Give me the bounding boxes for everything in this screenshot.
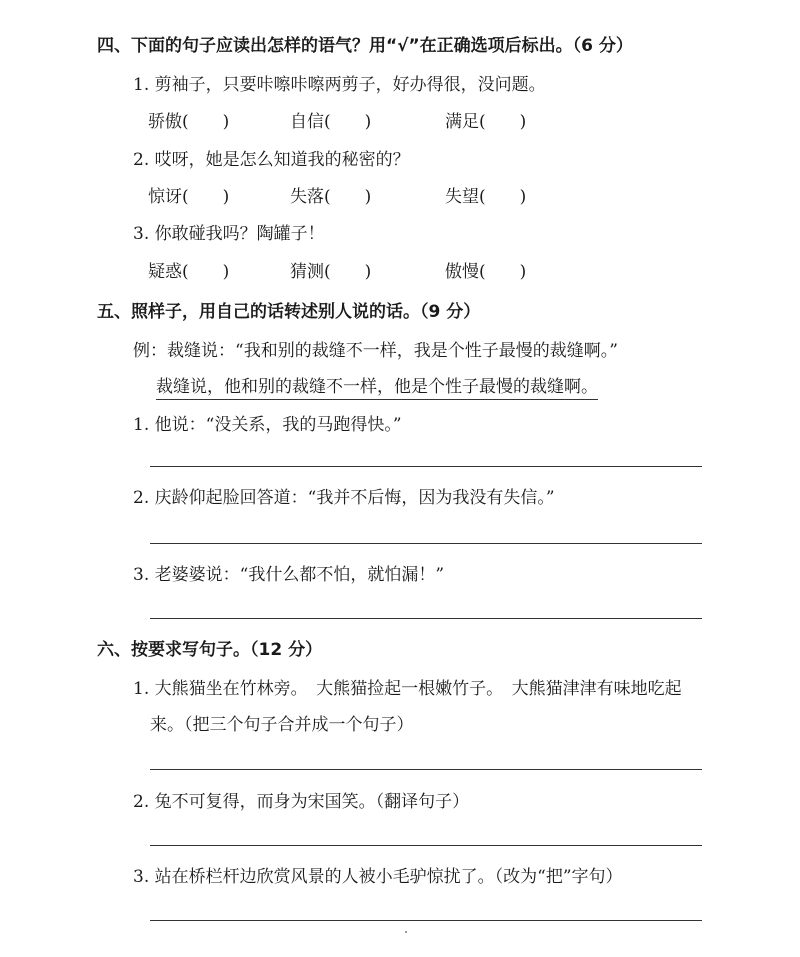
s4-q1-option-1[interactable]: 骄傲( ): [148, 112, 230, 132]
s6-question-3: 3. 站在桥栏杆边欣赏风景的人被小毛驴惊扰了。（改为“把”字句）: [133, 867, 623, 887]
s6-answer-line-1[interactable]: [150, 769, 702, 770]
s4-q3-option-1[interactable]: 疑惑( ): [148, 262, 230, 282]
section-6-title: 六、按要求写句子。（12 分）: [97, 640, 323, 660]
s6-answer-line-3[interactable]: [150, 920, 702, 921]
s5-question-1: 1. 他说：“没关系，我的马跑得快。”: [133, 415, 402, 435]
s5-question-3: 3. 老婆婆说：“我什么都不怕，就怕漏！”: [133, 565, 445, 585]
s5-answer-line-1[interactable]: [150, 466, 702, 467]
s4-question-2: 2. 哎呀，她是怎么知道我的秘密的？: [133, 150, 410, 170]
s5-answer-line-2[interactable]: [150, 543, 702, 544]
s5-example-answer: 裁缝说，他和别的裁缝不一样，他是个性子最慢的裁缝啊。: [156, 377, 598, 400]
s5-answer-line-3[interactable]: [150, 618, 702, 619]
s5-example-answer-wrap: [156, 376, 598, 398]
scan-dot: [405, 931, 407, 933]
s4-question-3: 3. 你敢碰我吗？陶罐子！: [133, 224, 325, 244]
s4-q1-option-3[interactable]: 满足( ): [445, 112, 527, 132]
s4-q3-option-2[interactable]: 猜测( ): [290, 262, 372, 282]
s4-q2-option-1[interactable]: 惊讶( ): [148, 187, 230, 207]
s6-question-1-line-2: 来。（把三个句子合并成一个句子）: [150, 715, 414, 735]
s6-question-1-line-1: 1. 大熊猫坐在竹林旁。 大熊猫捡起一根嫩竹子。 大熊猫津津有味地吃起: [133, 679, 682, 699]
s6-answer-line-2[interactable]: [150, 845, 702, 846]
s4-q2-option-2[interactable]: 失落( ): [290, 187, 372, 207]
section-4-title: 四、下面的句子应读出怎样的语气？用“√”在正确选项后标出。（6 分）: [97, 36, 633, 56]
s5-question-2: 2. 庆龄仰起脸回答道：“我并不后悔，因为我没有失信。”: [133, 488, 555, 508]
s4-question-1: 1. 剪袖子，只要咔嚓咔嚓两剪子，好办得很，没问题。: [133, 75, 546, 95]
s5-example: 例：裁缝说：“我和别的裁缝不一样，我是个性子最慢的裁缝啊。”: [133, 341, 618, 361]
s4-q1-option-2[interactable]: 自信( ): [290, 112, 372, 132]
s6-question-2: 2. 兔不可复得，而身为宋国笑。（翻译句子）: [133, 792, 470, 812]
s4-q2-option-3[interactable]: 失望( ): [445, 187, 527, 207]
section-5-title: 五、照样子，用自己的话转述别人说的话。（9 分）: [97, 302, 481, 322]
s4-q3-option-3[interactable]: 傲慢( ): [445, 262, 527, 282]
